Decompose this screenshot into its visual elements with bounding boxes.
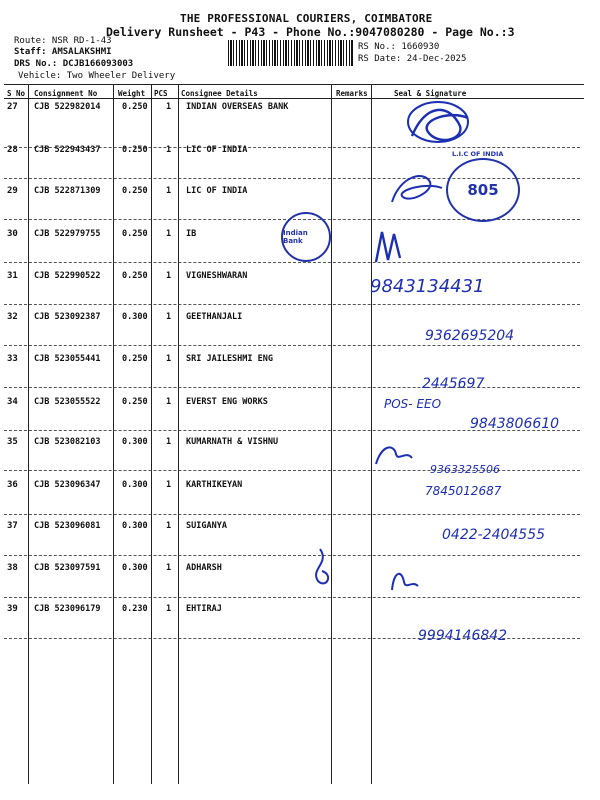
row-consignment: CJB 523055441 [34, 354, 101, 364]
row-weight: 0.250 [122, 186, 148, 196]
vehicle-label: Vehicle: Two Wheeler Delivery [18, 71, 176, 81]
row-consignee: KUMARNATH & VISHNU [186, 437, 279, 447]
row-consignment: CJB 523097591 [34, 563, 101, 573]
row-sno: 36 [7, 480, 18, 490]
row-weight: 0.300 [122, 563, 148, 573]
header-top-rule [4, 84, 584, 85]
row-consignee: GEETHANJALI [186, 312, 243, 322]
lic-seal-number: 805 [467, 181, 499, 199]
row-consignment: CJB 523055522 [34, 397, 101, 407]
lic-seal-stamp [446, 158, 520, 222]
row-pcs: 1 [166, 145, 172, 155]
barcode-image [228, 40, 354, 66]
lic-seal-ring-text: L.I.C OF INDIA [452, 150, 504, 158]
rs-number: RS No.: 1660930 [358, 42, 440, 52]
row-weight: 0.250 [122, 102, 148, 112]
row-pcs: 1 [166, 186, 172, 196]
row-consignee: ADHARSH [186, 563, 222, 573]
row-pcs: 1 [166, 437, 172, 447]
row-consignment: CJB 522979755 [34, 229, 101, 239]
handwritten-phone-35: 9363325506 [430, 463, 500, 476]
row-separator [4, 304, 580, 305]
row-consignment: CJB 523096081 [34, 521, 101, 531]
row-separator [4, 262, 580, 263]
row-consignee: INDIAN OVERSEAS BANK [186, 102, 289, 112]
row-sno: 38 [7, 563, 18, 573]
row-weight: 0.250 [122, 354, 148, 364]
row-pcs: 1 [166, 604, 172, 614]
row-consignment: CJB 523096347 [34, 480, 101, 490]
row-consignee: LIC OF INDIA [186, 145, 248, 155]
company-title: THE PROFESSIONAL COURIERS, COIMBATORE [180, 12, 433, 25]
row-sno: 27 [7, 102, 18, 112]
row-consignment: CJB 522943437 [34, 145, 101, 155]
signature-row-27 [398, 96, 478, 152]
row-weight: 0.300 [122, 312, 148, 322]
row-sno: 30 [7, 229, 18, 239]
row-pcs: 1 [166, 229, 172, 239]
row-consignee: SUIGANYA [186, 521, 227, 531]
table-row [0, 102, 600, 122]
row-sno: 31 [7, 271, 18, 281]
row-sno: 39 [7, 604, 18, 614]
row-weight: 0.250 [122, 397, 148, 407]
signature-row-35 [372, 440, 452, 470]
row-consignment: CJB 523082103 [34, 437, 101, 447]
col-remarks: Remarks [336, 89, 368, 98]
col-pcs: PCS [154, 89, 168, 98]
table-row [0, 271, 600, 291]
route-label: Route: NSR RD-1-43 [14, 36, 112, 46]
row-pcs: 1 [166, 354, 172, 364]
table-row [0, 604, 600, 624]
bank-seal-text: Indian Bank [283, 229, 308, 245]
handwritten-note-34: POS- EEO [384, 397, 442, 411]
table-row [0, 354, 600, 374]
col-consignee: Consignee Details [181, 89, 258, 98]
rs-date: RS Date: 24-Dec-2025 [358, 54, 467, 64]
col-signature: Seal & Signature [394, 89, 467, 98]
handwritten-phone-36: 7845012687 [425, 484, 502, 498]
indian-bank-seal-stamp [281, 212, 331, 262]
row-sno: 29 [7, 186, 18, 196]
row-weight: 0.230 [122, 604, 148, 614]
col-consignment: Consignment No [34, 89, 98, 98]
row-weight: 0.300 [122, 437, 148, 447]
signature-row-29 [386, 166, 446, 216]
row-consignee: SRI JAILESHMI ENG [186, 354, 273, 364]
table-row [0, 145, 600, 165]
row-pcs: 1 [166, 397, 172, 407]
table-row [0, 397, 600, 417]
handwritten-phone-31: 9843134431 [370, 276, 485, 297]
signature-row-37-38 [300, 545, 340, 595]
row-sno: 37 [7, 521, 18, 531]
row-separator [4, 555, 580, 556]
runsheet-title: Delivery Runsheet - P43 - Phone No.:9047080280 - Page No.:3 [106, 25, 515, 39]
handwritten-phone-33: 2445697 [422, 376, 485, 392]
row-sno: 33 [7, 354, 18, 364]
row-consignment: CJB 522990522 [34, 271, 101, 281]
row-consignee: VIGNESHWARAN [186, 271, 248, 281]
row-weight: 0.250 [122, 229, 148, 239]
handwritten-phone-37: 0422-2404555 [442, 527, 546, 543]
row-consignment: CJB 522871309 [34, 186, 101, 196]
row-weight: 0.250 [122, 271, 148, 281]
row-separator [4, 387, 580, 388]
row-separator [4, 514, 580, 515]
signature-row-38 [384, 562, 444, 602]
row-consignee: IB [186, 229, 197, 239]
row-weight: 0.250 [122, 145, 148, 155]
drs-number: DRS No.: DCJB166093003 [14, 59, 134, 69]
col-weight: Weight [118, 89, 146, 98]
row-weight: 0.300 [122, 521, 148, 531]
row-sno: 32 [7, 312, 18, 322]
row-pcs: 1 [166, 312, 172, 322]
signature-row-30 [370, 226, 410, 270]
header-bottom-rule [4, 98, 584, 99]
row-consignment: CJB 523096179 [34, 604, 101, 614]
row-separator [4, 345, 580, 346]
row-consignee: EVERST ENG WORKS [186, 397, 268, 407]
col-sno: S No [7, 89, 26, 98]
row-consignment: CJB 523092387 [34, 312, 101, 322]
handwritten-phone-32: 9362695204 [425, 328, 515, 344]
row-pcs: 1 [166, 102, 172, 112]
table-row [0, 480, 600, 500]
table-row [0, 437, 600, 457]
row-consignee: LIC OF INDIA [186, 186, 248, 196]
staff-label: Staff: AMSALAKSHMI [14, 47, 112, 57]
row-sno: 34 [7, 397, 18, 407]
row-consignment: CJB 522982014 [34, 102, 101, 112]
handwritten-phone-34: 9843806610 [470, 416, 560, 432]
row-pcs: 1 [166, 271, 172, 281]
row-consignee: EHTIRAJ [186, 604, 222, 614]
row-sno: 28 [7, 145, 18, 155]
row-separator [4, 597, 580, 598]
row-sno: 35 [7, 437, 18, 447]
handwritten-phone-39: 9994146842 [418, 628, 508, 644]
row-consignee: KARTHIKEYAN [186, 480, 243, 490]
row-weight: 0.300 [122, 480, 148, 490]
row-pcs: 1 [166, 563, 172, 573]
row-pcs: 1 [166, 480, 172, 490]
row-pcs: 1 [166, 521, 172, 531]
